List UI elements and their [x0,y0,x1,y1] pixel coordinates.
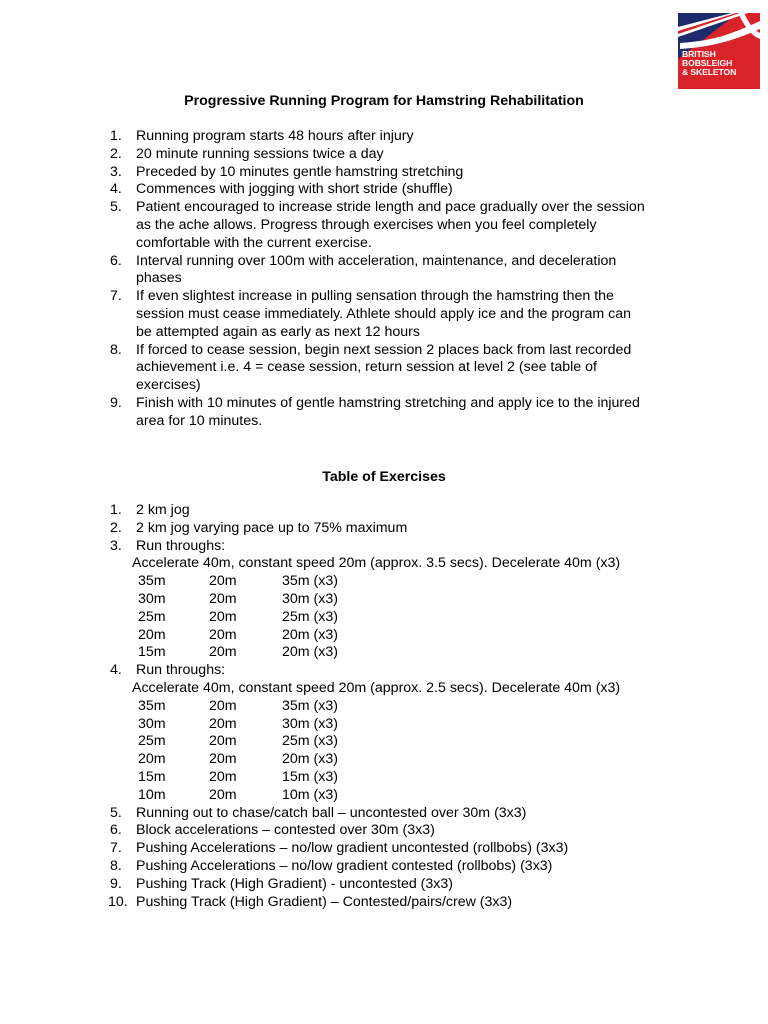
exercise-number: 5. [110,804,122,821]
list-item [110,894,710,912]
step-number: 6. [110,252,122,269]
distance-cell: 20m [209,786,237,803]
list-item [110,520,710,538]
step-text-line: Running program starts 48 hours after injury [136,128,414,144]
list-item [110,164,710,182]
distance-cell: 20m [209,751,237,768]
exercise-text: Pushing Accelerations – no/low gradient contested (rollbobs) (3x3) [136,857,553,874]
list-item [110,840,710,858]
step-text-line: exercises) [136,377,201,394]
exercise-text: Pushing Track (High Gradient) - uncontested (3x3) [136,875,454,892]
step-number: 9. [110,394,122,411]
exercise-text: 2 km jog [136,502,190,518]
logo-wordmark [682,50,736,78]
step-number: 3. [110,163,122,180]
distance-cell: 20m [209,590,237,607]
distance-cell: 20m [209,768,237,785]
step-number: 8. [110,341,122,358]
bbs-logo [678,13,760,89]
step-text-line: Commences with jogging with short stride (shuffle) [136,181,453,198]
distance-cell: 20m [138,626,166,643]
exercise-text: Run throughs: [136,662,226,679]
exercises-list [110,502,710,911]
step-text-line: as the ache allows. Progress through exercises when you feel completely [136,216,597,233]
exercise-number: 2. [110,519,122,536]
list-item [110,502,710,520]
step-number: 2. [110,145,122,162]
step-number: 1. [110,128,122,144]
step-text-line: area for 10 minutes. [136,412,263,429]
list-item [110,662,710,804]
exercise-number: 10. [108,893,128,910]
distance-row [136,698,710,716]
exercise-text: Running out to chase/catch ball – uncontested over 30m (3x3) [136,804,527,821]
logo-line-1: BRITISH [682,49,716,59]
exercise-number: 6. [110,822,122,839]
step-text-line: Preceded by 10 minutes gentle hamstring stretching [136,163,464,180]
distance-cell: 25m [138,733,166,750]
step-text-line: Interval running over 100m with acceleration, maintenance, and deceleration [136,252,617,269]
list-item [110,822,710,840]
step-text-line: If even slightest increase in pulling sensation through the hamstring then the [136,288,614,305]
list-item [110,805,710,823]
distance-row [136,627,710,645]
exercise-number: 8. [110,857,122,874]
list-item [110,342,710,395]
distance-cell: 20m [209,573,237,590]
distance-cell: 10m (x3) [282,786,338,803]
list-item [110,199,710,252]
list-item [110,538,710,663]
list-item [110,288,710,341]
step-text-line: 20 minute running sessions twice a day [136,145,384,162]
distance-cell: 30m [138,590,166,607]
list-item [110,395,710,431]
logo-line-3: & SKELETON [682,67,737,78]
distance-cell: 25m (x3) [282,733,338,750]
distance-cell: 20m [209,715,237,732]
distance-cell: 25m [138,608,166,625]
exercise-text: Pushing Track (High Gradient) – Contested/pairs/crew (3x3) [136,893,513,910]
document-title: Progressive Running Program for Hamstring Rehabilitation [184,93,584,109]
exercise-text: Run throughs: [136,537,226,554]
distance-cell: 20m [209,644,237,661]
distance-cell: 35m (x3) [282,573,338,590]
distance-cell: 35m (x3) [282,697,338,714]
step-number: 5. [110,199,122,216]
distance-cell: 20m (x3) [282,751,338,768]
distance-cell: 10m [138,786,166,803]
distance-row [136,609,710,627]
distance-cell: 20m [209,608,237,625]
distance-row [136,769,710,787]
exercise-number: 4. [110,662,122,679]
distance-cell: 15m [138,768,166,785]
distance-row [136,644,710,662]
step-text-line: comfortable with the current exercise. [136,234,372,251]
distance-row [136,716,710,734]
distance-row [136,591,710,609]
distance-cell: 35m [138,573,166,590]
list-item [110,253,710,289]
list-item [110,858,710,876]
distance-cell: 30m (x3) [282,590,338,607]
rehab-steps-list [110,128,710,431]
exercise-detail: Accelerate 40m, constant speed 20m (approx. 2.5 secs). Decelerate 40m (x3) [132,679,621,696]
distance-cell: 20m [209,626,237,643]
exercise-text: Block accelerations – contested over 30m (3x3) [136,822,435,839]
distance-cell: 20m [209,697,237,714]
step-number: 7. [110,288,122,305]
logo-line-2: BOBSLEIGH [682,58,733,69]
distance-cell: 30m (x3) [282,715,338,732]
step-text-line: phases [136,270,182,287]
step-text-line: Finish with 10 minutes of gentle hamstring stretching and apply ice to the injured [136,394,640,411]
exercise-detail: Accelerate 40m, constant speed 20m (approx. 3.5 secs). Decelerate 40m (x3) [132,555,621,572]
list-item [110,181,710,199]
distance-cell: 30m [138,715,166,732]
distance-row [136,787,710,805]
list-item [110,146,710,164]
distance-row [136,751,710,769]
step-text-line: session must cease immediately. Athlete should apply ice and the program can [136,305,631,322]
step-text-line: Patient encouraged to increase stride length and pace gradually over the session [136,199,645,216]
distance-cell: 15m [138,644,166,661]
exercise-number: 1. [110,502,122,518]
exercise-text: Pushing Accelerations – no/low gradient uncontested (rollbobs) (3x3) [136,840,569,857]
step-text-line: be attempted again as early as next 12 hours [136,323,420,340]
step-number: 4. [110,181,122,198]
distance-cell: 25m (x3) [282,608,338,625]
exercise-number: 3. [110,537,122,554]
distance-cell: 20m [138,751,166,768]
step-text-line: achievement i.e. 4 = cease session, return session at level 2 (see table of [136,359,597,376]
distance-cell: 20m [209,733,237,750]
distance-cell: 20m (x3) [282,644,338,661]
distance-cell: 35m [138,697,166,714]
distance-row [136,573,710,591]
distance-cell: 20m (x3) [282,626,338,643]
exercise-number: 9. [110,875,122,892]
exercises-title: Table of Exercises [322,469,446,485]
list-item [110,876,710,894]
exercise-text: 2 km jog varying pace up to 75% maximum [136,519,408,536]
list-item [110,128,710,146]
exercise-number: 7. [110,840,122,857]
distance-cell: 15m (x3) [282,768,338,785]
step-text-line: If forced to cease session, begin next session 2 places back from last recorded [136,341,632,358]
distance-row [136,733,710,751]
